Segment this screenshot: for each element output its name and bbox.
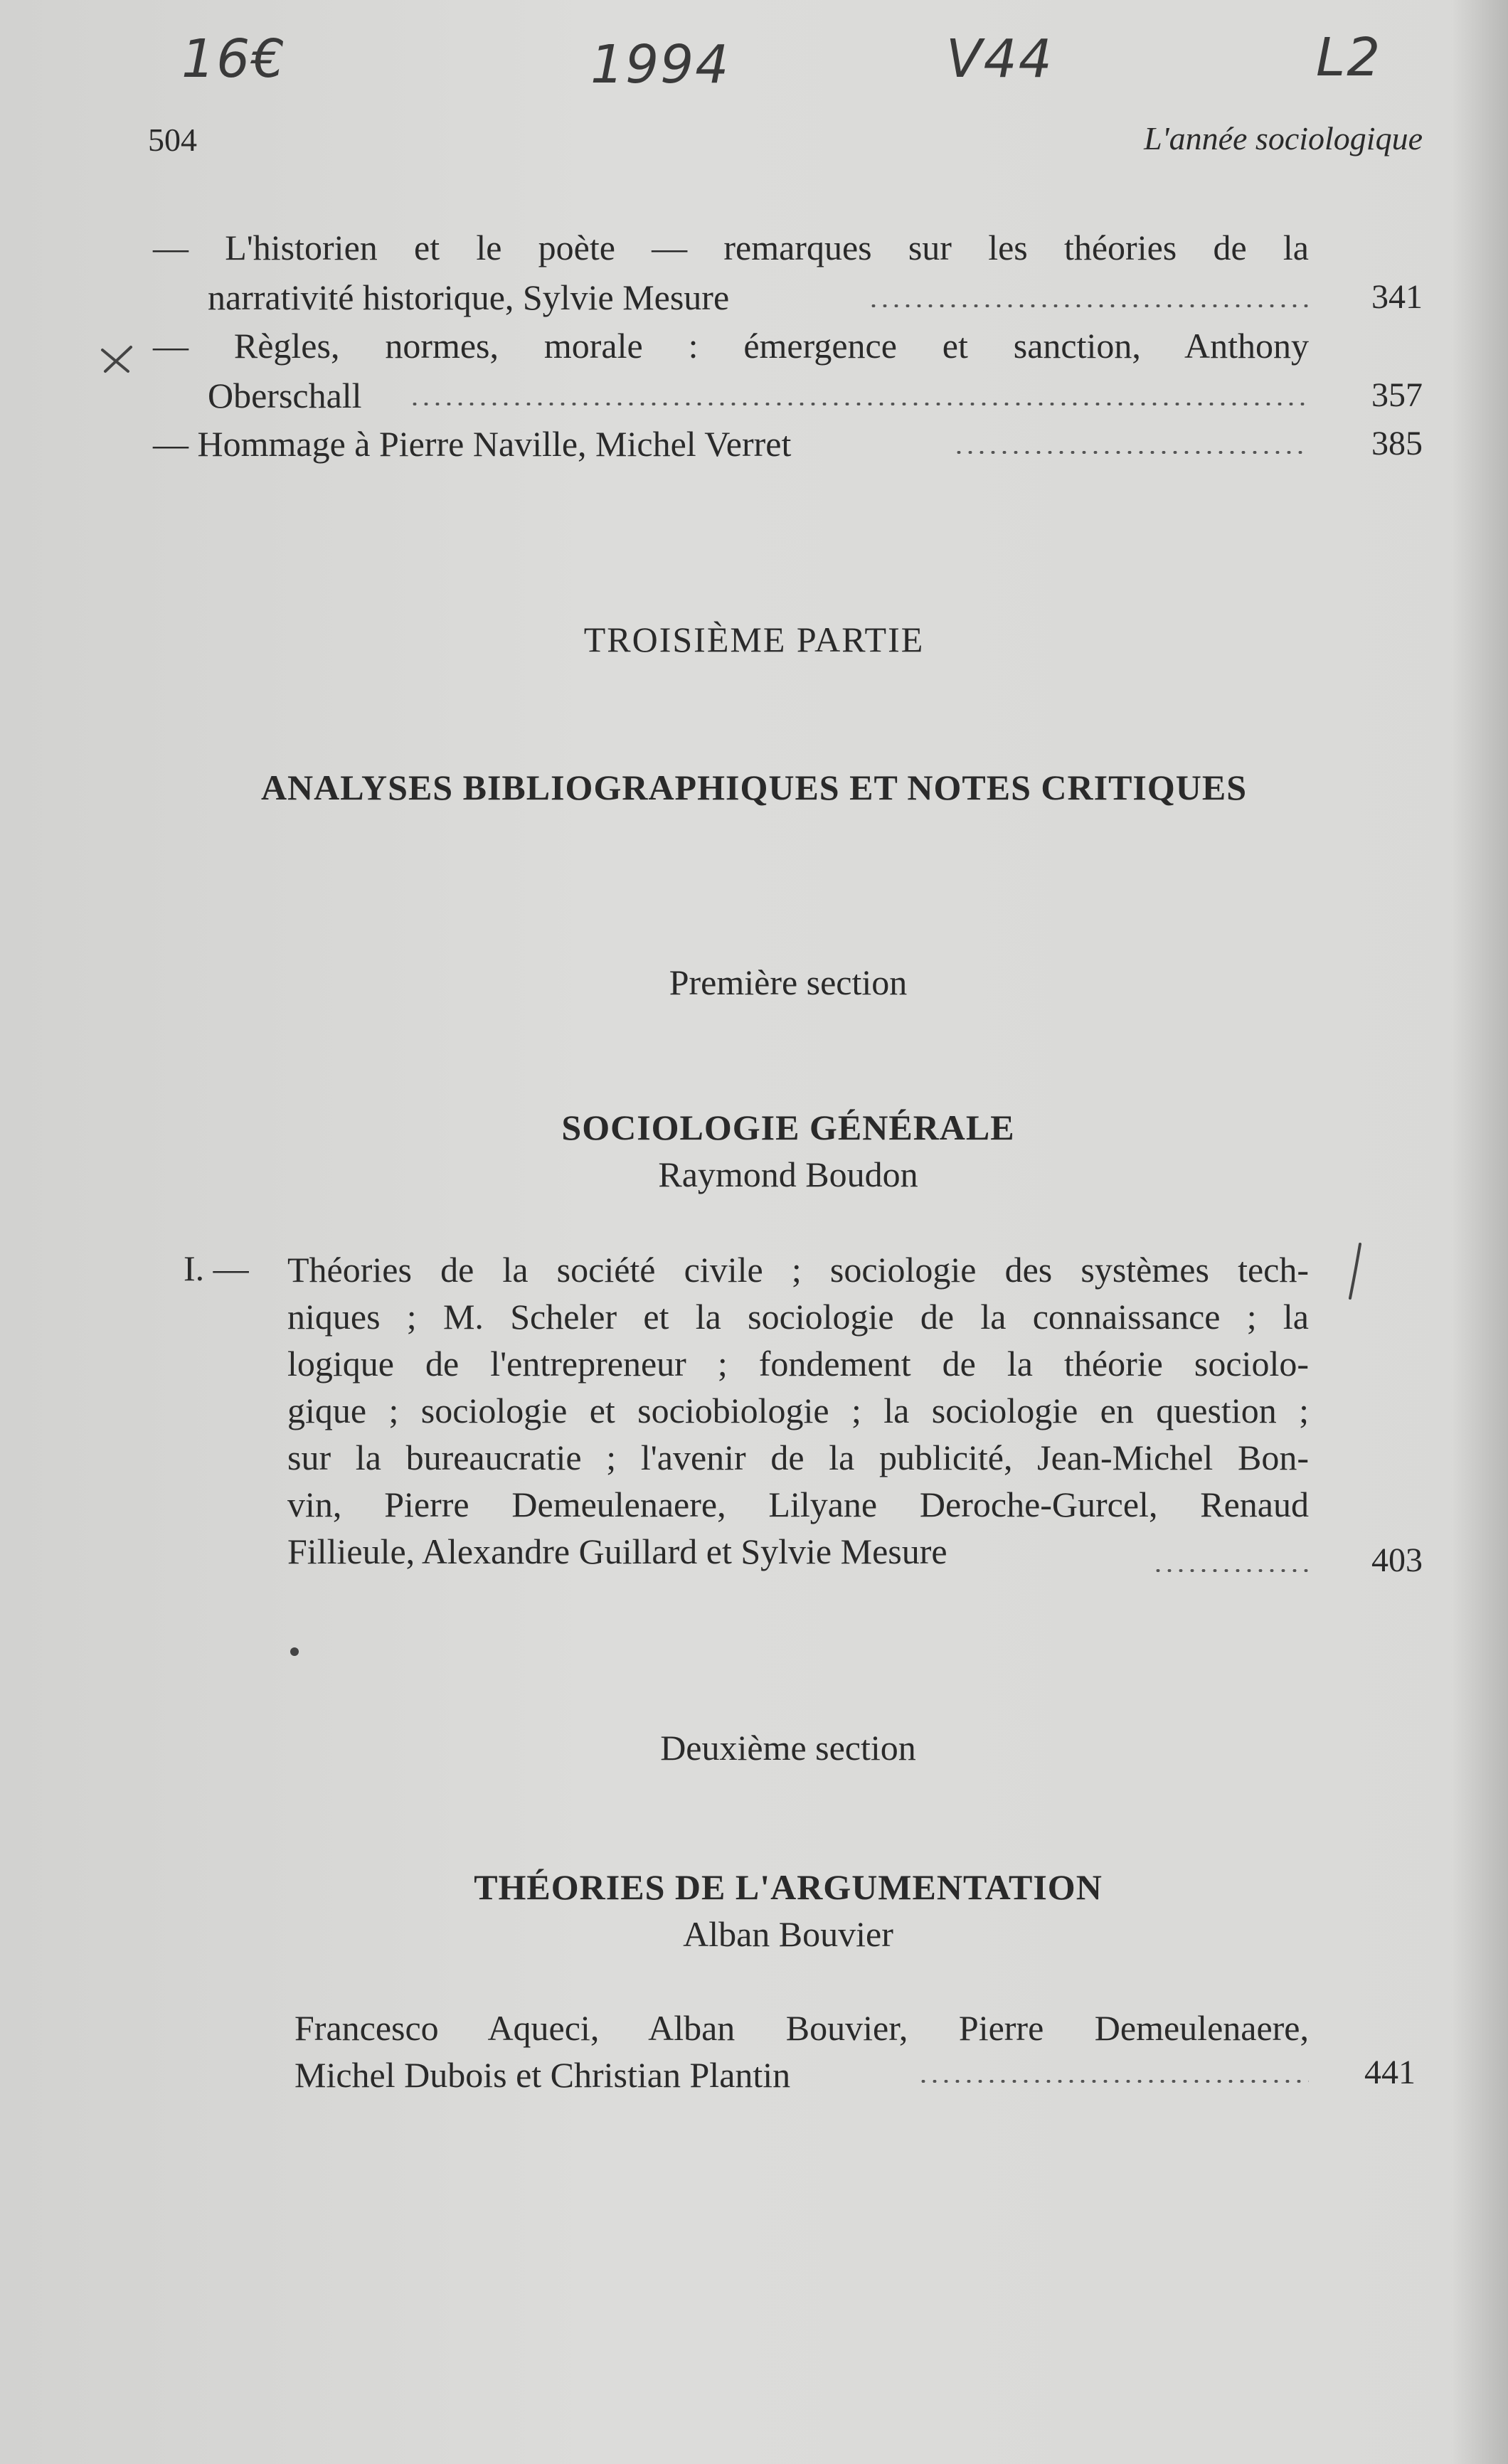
section-item-paragraph (287, 1246, 1309, 1575)
toc-entry-line: Oberschall (208, 376, 362, 415)
handwritten-cross-mark (100, 343, 135, 378)
part-title: TROISIÈME PARTIE (583, 620, 925, 659)
paragraph-line: vin, Pierre Demeulenaere, Lilyane Deroche-Gurcel, Renaud (287, 1485, 1309, 1524)
toc-page-number: 403 (1371, 1541, 1423, 1579)
handwritten-note-3: V44 (946, 28, 1053, 90)
dot-leader (409, 403, 1309, 405)
handwritten-note-2: 1994 (590, 34, 731, 95)
toc-page-number: 385 (1371, 425, 1423, 462)
dot-leader (918, 2080, 1309, 2083)
toc-entry-line: narrativité historique, Sylvie Mesure (208, 277, 730, 317)
running-title: L'année sociologique (1144, 120, 1423, 156)
toc-entry-line: — L'historien et le poète — remarques sur les théories de la (153, 228, 1309, 267)
dot-leader (953, 451, 1309, 454)
section-item-paragraph (294, 2004, 1309, 2098)
toc-entry-line: — Règles, normes, morale : émergence et sanction, Anthony (153, 326, 1309, 366)
section-title: SOCIOLOGIE GÉNÉRALE (561, 1108, 1015, 1147)
paragraph-line: niques ; M. Scheler et la sociologie de la connaissance ; la (287, 1297, 1309, 1337)
page-edge-shadow (1451, 0, 1508, 2464)
section-author: Raymond Boudon (658, 1154, 918, 1194)
toc-page-number: 441 (1364, 2054, 1416, 2091)
toc-page-number: 341 (1371, 278, 1423, 316)
paragraph-line: Théories de la société civile ; sociologie des systèmes tech- (287, 1250, 1309, 1290)
paragraph-line: Fillieule, Alexandre Guillard et Sylvie Mesure (287, 1531, 947, 1571)
page-number: 504 (148, 122, 197, 158)
ink-dot (290, 1647, 299, 1656)
dot-leader (868, 304, 1309, 307)
part-subtitle: ANALYSES BIBLIOGRAPHIQUES ET NOTES CRITIQUES (260, 768, 1248, 807)
section-label: Première section (669, 962, 908, 1002)
paragraph-line: sur la bureaucratie ; l'avenir de la publicité, Jean-Michel Bon- (287, 1438, 1309, 1477)
item-marker: I. — (184, 1248, 249, 1288)
handwritten-note-4: L2 (1316, 27, 1382, 88)
section-author: Alban Bouvier (683, 1914, 893, 1954)
handwritten-margin-stroke (1344, 1241, 1366, 1305)
paragraph-line: Michel Dubois et Christian Plantin (294, 2055, 791, 2095)
section-label: Deuxième section (660, 1728, 916, 1768)
handwritten-note-1: 16€ (181, 28, 287, 90)
section-title: THÉORIES DE L'ARGUMENTATION (474, 1867, 1103, 1907)
paragraph-line: gique ; sociologie et sociobiologie ; la sociologie en question ; (287, 1391, 1309, 1430)
paragraph-line: logique de l'entrepreneur ; fondement de la théorie sociolo- (287, 1344, 1309, 1384)
toc-entry-line: — Hommage à Pierre Naville, Michel Verret (153, 424, 792, 464)
toc-page-number: 357 (1371, 376, 1423, 414)
paragraph-line: Francesco Aqueci, Alban Bouvier, Pierre Demeulenaere, (294, 2008, 1309, 2048)
dot-leader (1152, 1569, 1309, 1572)
